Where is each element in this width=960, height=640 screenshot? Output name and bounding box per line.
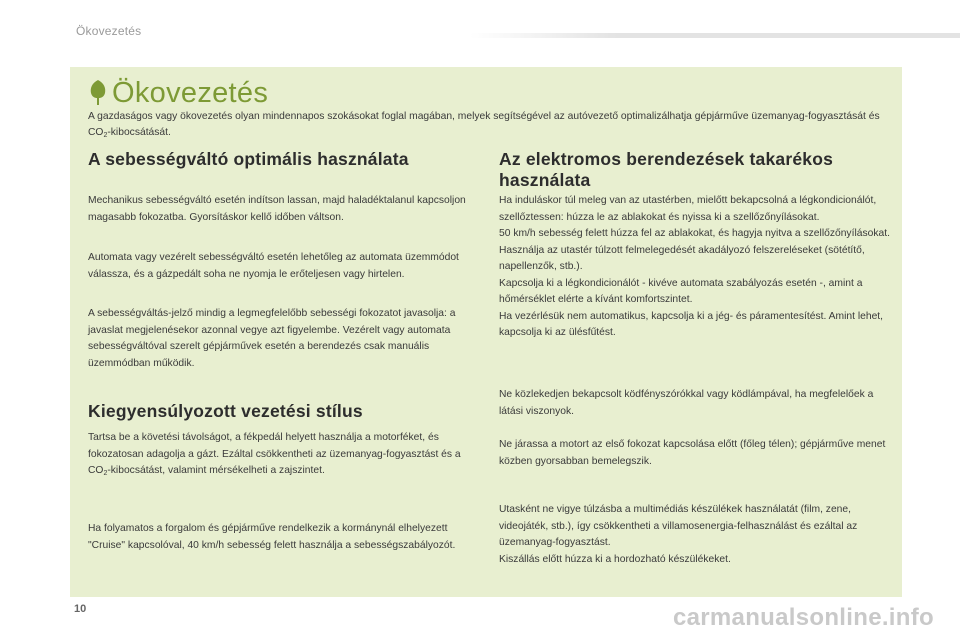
title-row xyxy=(88,76,268,110)
section-driving-style xyxy=(88,401,484,422)
section-gearbox xyxy=(88,149,484,170)
tree-icon xyxy=(88,79,108,107)
section-heading: Az elektromos berendezések takarékos használata xyxy=(499,149,834,190)
page-number: 10 xyxy=(74,603,87,615)
electrical-paragraph-4: Utasként ne vigye túlzásba a multimédiás készülékek használatát (film, zene, videojáték, stb.), így csökkentheti a villamosenergia-felhasználást és ezáltal az üzemanyag-fogyasztást. Kiszállás előtt húzza ki a hordozható készülékeket. xyxy=(499,504,858,565)
intro-text: A gazdaságos vagy ökovezetés olyan mindennapos szokásokat foglal magában, melyek segítségével az autóvezető optimalizálhatja gépjárműve üzemanyag-fogyasztását és $CO_2$-kibocsátását. xyxy=(88,111,880,139)
gearbox-paragraph-1: Mechanikus sebességváltó esetén indítson lassan, majd haladéktalanul kapcsoljon magasabb fokozatba. Gyorsításkor kellő időben váltson. xyxy=(88,195,466,223)
electrical-paragraph-1: Ha induláskor túl meleg van az utastérben, mielőtt bekapcsolná a légkondicionálót, szellőztessen: húzza le az ablakokat és nyissa ki a szellőzőnyílásokat. 50 km/h sebesség felett húzza fel az ablakokat, és hagyja nyitva a szellőzőnyílásokat. Használja az utastér túlzott felmelegedését akadályozó felszereléseket (sötétítő, napellenzők, stb.). Kapcsolja ki a légkondicionálót - kivéve automata szabályozás esetén -, amint a hőmérséklet elérte a kívánt komfortszintet. Ha vezérlésük nem automatikus, kapcsolja ki a jég- és páramentesítést. Amint lehet, kapcsolja ki az ülésfűtést. xyxy=(499,195,890,338)
page-title: Ökovezetés xyxy=(112,76,269,109)
gearbox-paragraph-2: Automata vagy vezérelt sebességváltó esetén lehetőleg az automata üzemmódot válassza, és a gázpedált soha ne nyomja le erőteljesen vagy hirtelen. xyxy=(88,252,459,280)
electrical-paragraph-2: Ne közlekedjen bekapcsolt ködfényszórókkal vagy ködlámpával, ha megfelelőek a látási viszonyok. xyxy=(499,389,874,417)
driving-paragraph-2: Ha folyamatos a forgalom és gépjárműve rendelkezik a kormánynál elhelyezett "Cruise" kapcsolóval, 40 km/h sebesség felett használja a sebességszabályozót. xyxy=(88,523,456,551)
watermark: carmanualsonline.info xyxy=(672,604,934,631)
section-heading: A sebességváltó optimális használata xyxy=(88,149,409,169)
header-rule xyxy=(470,33,960,38)
electrical-paragraph-3: Ne járassa a motort az első fokozat kapcsolása előtt (főleg télen); gépjárműve menet közben gyorsabban bemelegszik. xyxy=(499,439,886,467)
driving-paragraph-1: Tartsa be a követési távolságot, a fékpedál helyett használja a motorféket, és fokozatosan adagolja a gázt. Ezáltal csökkentheti az üzemanyag-fogyasztást és a $CO_2$-kibocsátást, valamint mérsékelheti a zajszintet. xyxy=(88,432,461,477)
running-header: Ökovezetés xyxy=(76,24,142,38)
section-heading: Kiegyensúlyozott vezetési stílus xyxy=(88,401,363,421)
section-electrical xyxy=(499,149,879,191)
gearbox-paragraph-3: A sebességváltás-jelző mindig a legmegfelelőbb sebességi fokozatot javasolja: a javaslat megjelenésekor azonnal vegye azt figyelembe. Vezérelt vagy automata sebességváltóval szerelt gépjárművek esetén a berendezés csak manuális üzemmódban működik. xyxy=(88,308,456,369)
